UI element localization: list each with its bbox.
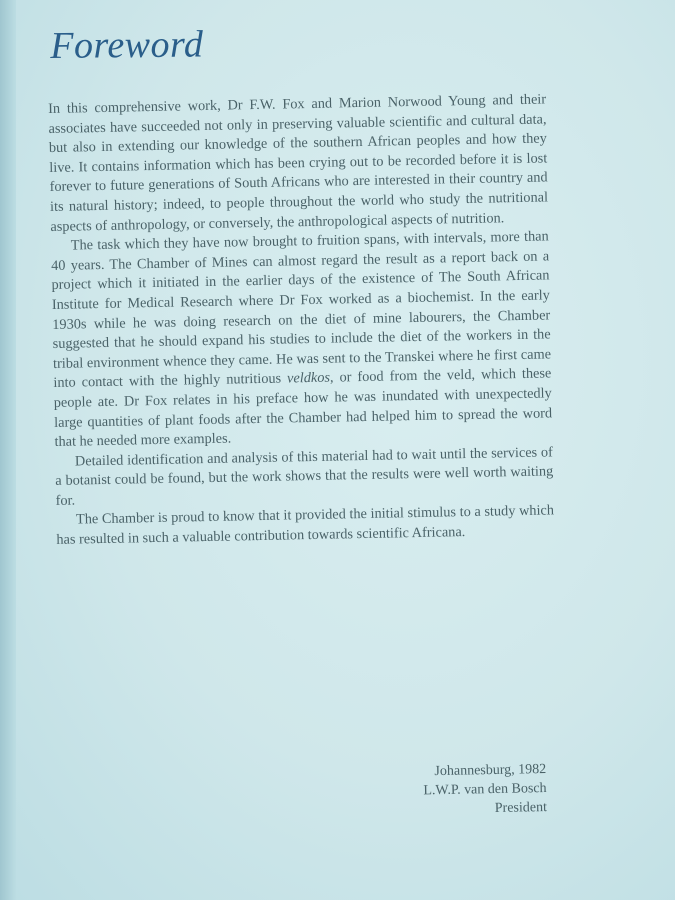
paragraph-2	[51, 228, 553, 453]
paragraph-2-italic-term: veldkos	[286, 369, 331, 387]
signature-role: President	[494, 799, 548, 816]
signature-place-date: Johannesburg, 1982	[434, 761, 547, 780]
paragraph-1: In this comprehensive work, Dr F.W. Fox and Marion Norwood Young and their associates have succeeded not only in preserving valuable scientific and cultural data, but also in extending our knowledge of the southern African peoples and how they live. It contains information which has been crying out to be recorded before it is lost forever to future generations of South Africans who are interested in their country and its natural history; indeed, to people throughout the world who study the nutritional aspects of anthropology, or conversely, the anthropological aspects of nutrition.	[48, 91, 549, 235]
page-gutter-shadow	[0, 0, 16, 900]
paragraph-3: Detailed identification and analysis of this material had to wait until the services of a botanist could be found, but the work shows that the results were well worth waiting for.	[55, 444, 554, 509]
paragraph-2-text-end: , or food from the veld, which these people ate. Dr Fox relates in his preface how he was inundated with unexpectedly large quantities of plant foods after the Chamber had helped him to spread the word that he needed more examples.	[53, 365, 553, 451]
paragraph-4: The Chamber is proud to know that it provided the initial stimulus to a study which has resulted in such a valuable contribution towards scientific Africana.	[56, 502, 555, 548]
foreword-body	[48, 90, 555, 550]
signature-name: L.W.P. van den Bosch	[423, 780, 547, 799]
page-title: Foreword	[50, 23, 204, 67]
signature-block	[330, 760, 547, 821]
paragraph-2-text-start: The task which they have now brought to fruition spans, with intervals, more than 40 years. The Chamber of Mines can almost regard the result as a report back on a project which it initiated in the earlier days of the existence of The South African Institute for Medical Research where Dr Fox worked as a biochemist. In the early 1930s while he was doing research on the diet of mine labourers, the Chamber suggested that he should expand his studies to include the diet of the workers in the tribal environment whence they came. He was sent to the Transkei where he first came into contact with the highly nutritious	[51, 228, 552, 392]
